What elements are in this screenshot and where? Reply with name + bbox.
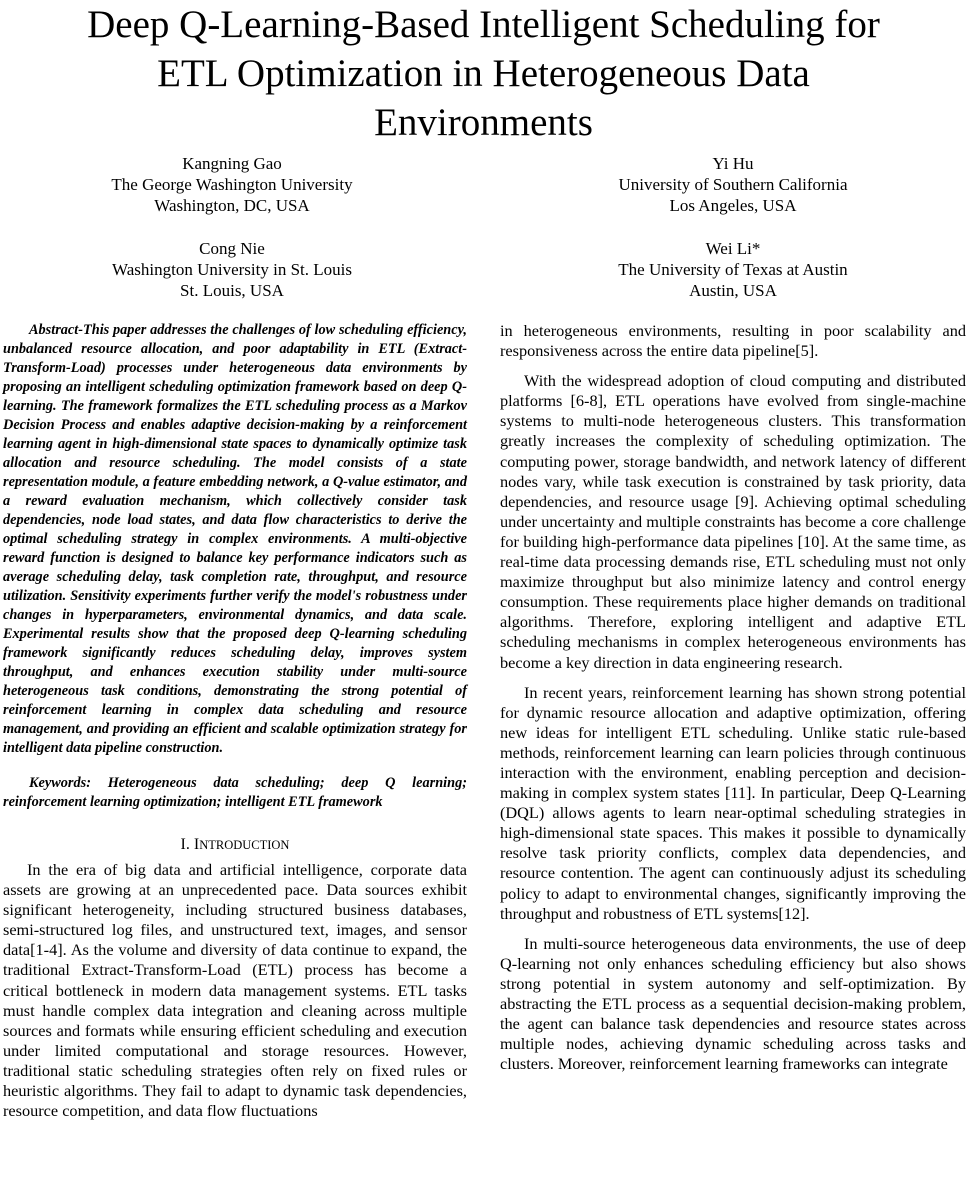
author-affiliation: Washington University in St. Louis <box>112 260 352 279</box>
author-block-nie <box>22 238 442 301</box>
author-affiliation: University of Southern California <box>618 175 848 194</box>
intro-paragraph-3: In recent years, reinforcement learning has shown strong potential for dynamic resource allocation and adaptive optimization, offering new ideas for intelligent ETL scheduling. Unlike static rule-based methods, reinforcement learning can learn policies through continuous interaction with the environment, enabling perception and decision-making in complex system states [11]. In particular, Deep Q-Learning (DQL) allows agents to learn near-optimal scheduling strategies in high-dimensional state spaces. This makes it possible to dynamically resolve task priority conflicts, complex data dependencies, and resource contention. The agent can continuously adjust its scheduling policy to adapt to environmental changes, significantly improving the throughput and robustness of ETL systems[12]. <box>500 682 966 923</box>
section-number: I. <box>180 836 190 853</box>
author-location: Austin, USA <box>689 281 777 300</box>
section-title-first-letter: I <box>193 836 200 853</box>
section-title-rest: NTRODUCTION <box>199 838 290 852</box>
paper-title <box>0 0 967 147</box>
title-line-3: Environments <box>374 101 593 144</box>
right-column <box>500 321 966 1074</box>
author-name: Kangning Gao <box>182 154 282 173</box>
title-line-1: Deep Q-Learning-Based Intelligent Scheduling for <box>87 3 880 46</box>
author-block-gao <box>22 153 442 216</box>
intro-paragraph-2: With the widespread adoption of cloud computing and distributed platforms [6-8], ETL operations have evolved from single-machine systems to multi-node heterogeneous clusters. This transformation greatly increases the complexity of scheduling optimization. The computing power, storage bandwidth, and network latency of different nodes vary, while task execution is constrained by task priority, data dependencies, and resource usage [9]. Achieving optimal scheduling under uncertainty and multiple constraints has become a core challenge for building high-performance data pipelines [10]. At the same time, as real-time data processing demands rise, ETL scheduling must not only maximize throughput but also minimize latency and control energy consumption. These requirements place higher demands on traditional algorithms. Therefore, exploring intelligent and adaptive ETL scheduling mechanisms in complex heterogeneous environments has become a key direction in data engineering research. <box>500 371 966 672</box>
author-block-hu <box>523 153 943 216</box>
title-line-2: ETL Optimization in Heterogeneous Data <box>157 52 810 95</box>
author-name: Yi Hu <box>712 154 754 173</box>
author-name: Cong Nie <box>199 239 265 258</box>
intro-paragraph-4: In multi-source heterogeneous data environments, the use of deep Q-learning not only enhances scheduling efficiency but also shows strong potential in system autonomy and self-optimization. By abstracting the ETL process as a sequential decision-making problem, the agent can balance task dependencies and resource states across multiple nodes, achieving dynamic scheduling across tasks and clusters. Moreover, reinforcement learning frameworks can integrate <box>500 933 966 1074</box>
author-name: Wei Li* <box>705 239 761 258</box>
author-affiliation: The George Washington University <box>111 175 353 194</box>
abstract: Abstract-This paper addresses the challenges of low scheduling efficiency, unbalanced resource allocation, and poor adaptability in ETL (Extract-Transform-Load) processes under heterogeneous data environments by proposing an intelligent scheduling optimization framework based on deep Q-learning. The framework formalizes the ETL scheduling process as a Markov Decision Process and enables adaptive decision-making by a reinforcement learning agent in high-dimensional state spaces to dynamically optimize task allocation and resource scheduling. The model consists of a state representation module, a feature embedding network, a Q-value estimator, and a reward evaluation mechanism, which collectively consider task dependencies, node load states, and data flow characteristics to derive the optimal scheduling strategy in complex environments. A multi-objective reward function is designed to balance key performance indicators such as average scheduling delay, task completion rate, throughput, and resource utilization. Sensitivity experiments further verify the model's robustness under changes in hyperparameters, environmental dynamics, and data scale. Experimental results show that the proposed deep Q-learning scheduling framework significantly reduces scheduling delay, improves system throughput, and enhances execution stability under multi-source heterogeneous task conditions, demonstrating the strong potential of reinforcement learning in complex data scheduling and resource management, and providing an efficient and scalable optimization strategy for intelligent data pipeline construction. <box>3 322 467 756</box>
keywords: Keywords: Heterogeneous data scheduling; deep Q learning; reinforcement learning optimization; intelligent ETL framework <box>3 775 467 810</box>
author-affiliation: The University of Texas at Austin <box>618 260 848 279</box>
author-location: Los Angeles, USA <box>669 196 797 215</box>
section-heading-introduction <box>3 835 467 855</box>
author-location: Washington, DC, USA <box>154 196 310 215</box>
intro-paragraph-1-continued: in heterogeneous environments, resulting in poor scalability and responsiveness across the entire data pipeline[5]. <box>500 321 966 361</box>
author-block-li <box>523 238 943 301</box>
left-column <box>3 321 467 1121</box>
author-location: St. Louis, USA <box>180 281 284 300</box>
intro-paragraph-1: In the era of big data and artificial intelligence, corporate data assets are growing at an unprecedented pace. Data sources exhibit significant heterogeneity, including structured business databases, semi-structured log files, and unstructured text, images, and sensor data[1-4]. As the volume and diversity of data continue to expand, the traditional Extract-Transform-Load (ETL) process has become a critical bottleneck in modern data management systems. ETL tasks must handle complex data integration and cleaning across multiple sources and formats while ensuring efficient scheduling and execution under limited computational and storage resources. However, traditional static scheduling strategies often rely on fixed rules or heuristic algorithms. They fail to adapt to dynamic task dependencies, resource competition, and data flow fluctuations <box>3 860 467 1121</box>
